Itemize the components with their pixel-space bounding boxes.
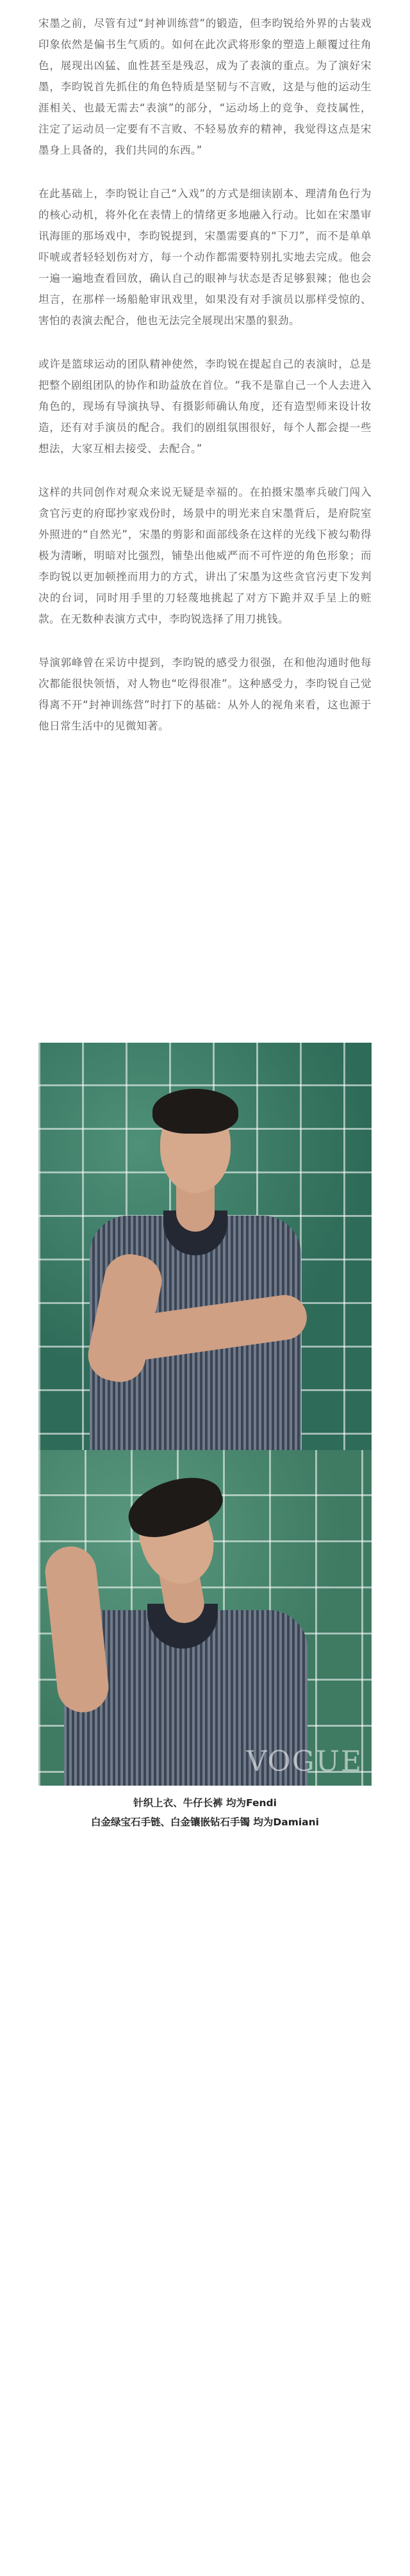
model-figure-2 (38, 1450, 372, 1786)
vogue-watermark: VOGUE (246, 1745, 363, 1778)
fashion-photo-2 (38, 1450, 372, 1786)
article-paragraph-2: 在此基础上，李昀锐让自己“入戏”的方式是细读剧本、理清角色行为的核心动机，将外化在表情上的情绪更多地融入行动。比如在宋墨审讯海匪的那场戏中，李昀锐提到，宋墨需要真的“下刀”，而不是单单吓唬或者轻轻划伤对方，每一个动作都需要特别扎实地去完成。他会一遍一遍地查看回放，确认自己的眼神与状态是否足够狠辣；他也会坦言，在那样一场船舱审讯戏里，如果没有对手演员以那样受惊的、害怕的表演去配合，他也无法完全展现出宋墨的狠劲。 (38, 188, 372, 327)
model-hair (152, 1089, 238, 1134)
article-paragraph-4: 这样的共同创作对观众来说无疑是幸福的。在拍摄宋墨率兵破门闯入贪官污吏的府邸抄家戏份时，场景中的明光来自宋墨背后，是府院室外照进的“自然光”，宋墨的剪影和面部线条在这样的光线下被勾勒得极为清晰，明暗对比强烈，铺垫出他威严而不可忤逆的角色形象；而李昀锐以更加顿挫而用力的方式，讲出了宋墨为这些贪官污吏下发判决的台词，同时用手里的刀轻蔑地挑起了对方下跪并双手呈上的赃款。在无数种表演方式中，李昀锐选择了用刀挑钱。 (38, 486, 372, 625)
credit-line-jewelry: 白金绿宝石手链、白金镶嵌钻石手镯 均为Damiani (91, 1816, 319, 1828)
article-paragraph-5: 导演郭峰曾在采访中提到，李昀锐的感受力很强，在和他沟通时他每次都能很快领悟，对人物也“吃得很准”。这种感受力，李昀锐自己觉得离不开“封神训练营”时打下的基础：从外人的视角来看，这也源于他日常生活中的见微知著。 (38, 656, 372, 732)
article-paragraph-3: 或许是篮球运动的团队精神使然，李昀锐在提起自己的表演时，总是把整个剧组团队的协作和助益放在首位。“我不是靠自己一个人去进入角色的，现场有导演执导、有摄影师确认角度，还有造型师来设计妆造，还有对手演员的配合。我们的剧组氛围很好，每个人都会提一些想法，大家互相去接受、去配合。” (38, 358, 372, 455)
credit-line-clothing: 针织上衣、牛仔长裤 均为Fendi (133, 1797, 277, 1809)
model-figure-1 (38, 1043, 372, 1450)
fashion-photo-1 (38, 1043, 372, 1450)
model-arm-raised (43, 1544, 111, 1715)
article-paragraph-1: 宋墨之前，尽管有过“封神训练营”的锻造，但李昀锐给外界的古装戏印象依然是偏书生气质的。如何在此次武将形象的塑造上颠覆过往角色，展现出凶猛、血性甚至是残忍，成为了表演的重点。为了演好宋墨，李昀锐首先抓住的角色特质是坚韧与不言败，这是与他的运动生涯相关、也最无需去“表演”的部分，“运动场上的竞争、竞技属性，注定了运动员一定要有不言败、不轻易放弃的精神，我觉得这点是宋墨身上具备的，我们共同的东西。” (38, 17, 372, 156)
photo-credits (38, 1793, 372, 1832)
article-body (38, 13, 372, 737)
